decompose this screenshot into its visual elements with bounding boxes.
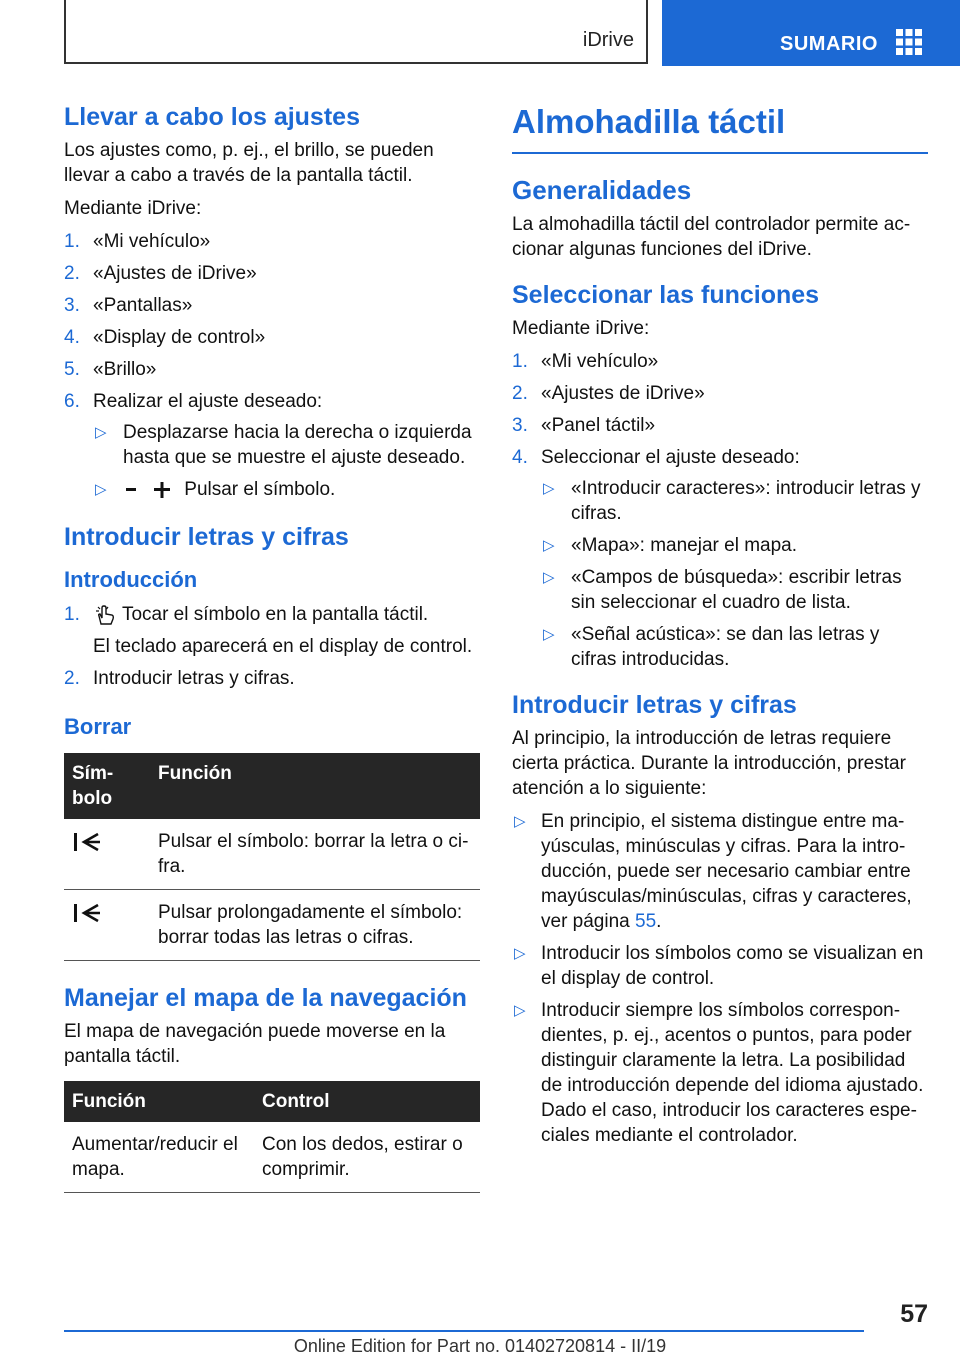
page-number: 57	[900, 1300, 928, 1328]
bullet-item: ▷ Pulsar el símbolo.	[95, 479, 336, 500]
general-heading: Generalidades	[512, 175, 692, 205]
settings-intro: Los ajustes como, p. ej., el brillo, se pueden llevar a cabo a través de la pantalla táctil.	[64, 140, 434, 186]
bullet-item: ▷ «Mapa»: manejar el mapa.	[543, 535, 798, 556]
list-item: 2. Introducir letras y cifras.	[64, 668, 295, 689]
table-cell	[64, 890, 150, 961]
table-cell: Pulsar el símbolo: borrar la letra o ci‐ fra.	[150, 819, 480, 890]
select-via: Mediante iDrive:	[512, 318, 650, 339]
bullet-item: ▷ Desplazarse hacia la derecha o izquierda hasta que se muestre el ajuste deseado.	[95, 422, 472, 468]
bullet-item: ▷ «Campos de búsqueda»: escribir letras sin seleccionar el cuadro de lista.	[543, 567, 902, 613]
grid-icon	[896, 29, 922, 55]
triangle-bullet-icon: ▷	[543, 626, 555, 643]
backspace-icon	[72, 830, 102, 854]
triangle-bullet-icon: ▷	[543, 569, 555, 586]
list-item: 5. «Brillo»	[64, 359, 157, 380]
bullet-item: ▷ Introducir siempre los símbolos correspon‐ dientes, p. ej., acentos o puntos, para poder distinguir claramente la letra. La posibilidad de introducción depende del idioma ajustado. Dado el caso, introducir los caracteres espe‐ ciales mediante el controlador.	[514, 1000, 924, 1146]
settings-bullets	[93, 420, 480, 502]
list-item: 2. «Ajustes de iDrive»	[512, 383, 705, 404]
right-letters-heading: Introducir letras y cifras	[512, 691, 797, 719]
triangle-bullet-icon: ▷	[95, 481, 107, 498]
table-cell: Pulsar prolongadamente el símbolo: borrar todas las letras o cifras.	[150, 890, 480, 961]
settings-via: Mediante iDrive:	[64, 198, 202, 219]
map-heading: Manejar el mapa de la navegación	[64, 984, 467, 1012]
touch-hand-icon	[93, 604, 117, 626]
list-item: 6. Realizar el ajuste deseado: ▷ Desplazarse hacia la derecha o izquierda hasta que se muestre el ajuste deseado. ▷ Pulsar el símbolo.	[64, 389, 480, 502]
footer-edition: Online Edition for Part no. 01402720814 - II/19	[293, 1336, 667, 1356]
list-item: 1. Tocar el símbolo en la pantalla táctil. El teclado aparecerá en el display de control.	[64, 602, 480, 659]
table-header: Función	[150, 753, 480, 819]
settings-steps	[64, 229, 480, 502]
bullet-item: ▷ «Señal acústica»: se dan las letras y cifras introducidas.	[543, 624, 880, 670]
triangle-bullet-icon: ▷	[514, 1002, 526, 1019]
table-row	[64, 819, 480, 890]
list-item: 2. «Ajustes de iDrive»	[64, 263, 257, 284]
list-item: 1. «Mi vehículo»	[512, 351, 659, 372]
select-heading: Seleccionar las funciones	[512, 281, 820, 309]
left-column	[64, 96, 480, 1197]
table-cell	[64, 819, 150, 890]
table-header: Control	[254, 1081, 480, 1122]
toc-label: SUMARIO	[780, 33, 878, 55]
page-link[interactable]: 55	[635, 911, 657, 932]
delete-table	[64, 753, 480, 961]
table-cell: Con los dedos, estirar o comprimir.	[254, 1122, 480, 1193]
delete-subheading: Borrar	[64, 714, 132, 739]
table-row	[64, 1122, 480, 1193]
list-item: 4. «Display de control»	[64, 327, 266, 348]
triangle-bullet-icon: ▷	[95, 424, 107, 441]
backspace-icon	[72, 901, 102, 925]
triangle-bullet-icon: ▷	[543, 480, 555, 497]
map-table	[64, 1081, 480, 1193]
toc-button[interactable]	[662, 0, 960, 66]
map-intro: El mapa de navegación puede moverse en la pantalla táctil.	[64, 1021, 446, 1067]
right-column	[512, 96, 928, 1155]
select-bullets	[541, 476, 928, 672]
table-header: Sím‐ bolo	[64, 753, 150, 819]
list-item: 4. Seleccionar el ajuste deseado: ▷ «Introducir caracteres»: introducir letras y cifras. ▷ «Mapa»: manejar el mapa. ▷ «Campos de búsqueda»: escribir letras sin seleccionar el cuadro de lista. ▷ «Señal acústica»: se dan las letras y cifras introducidas.	[512, 445, 928, 672]
list-item: 3. «Panel táctil»	[512, 415, 656, 436]
header-section-box	[64, 0, 648, 64]
bullet-item: ▷ En principio, el sistema distingue entre ma‐ yúsculas, minúsculas y cifras. Para la intro‐ ducción, puede ser necesario cambiar entre mayúsculas/minúsculas, cifras y caracteres, ver página 55.	[514, 811, 912, 932]
header-section-title: iDrive	[582, 29, 634, 51]
triangle-bullet-icon: ▷	[514, 945, 526, 962]
select-steps	[512, 349, 928, 672]
general-text: La almohadilla táctil del controlador permite ac‐ cionar algunas funciones del iDrive.	[512, 214, 911, 260]
list-item: 3. «Pantallas»	[64, 295, 193, 316]
table-cell: Aumentar/reducir el mapa.	[64, 1122, 254, 1193]
triangle-bullet-icon: ▷	[514, 813, 526, 830]
bullet-item: ▷ Introducir los símbolos como se visualizan en el display de control.	[514, 943, 924, 989]
triangle-bullet-icon: ▷	[543, 537, 555, 554]
letters-heading: Introducir letras y cifras	[64, 523, 349, 551]
step-note: El teclado aparecerá en el display de control.	[93, 636, 473, 657]
bullet-item: ▷ «Introducir caracteres»: introducir letras y cifras.	[543, 478, 921, 524]
table-row	[64, 890, 480, 961]
list-item: 1. «Mi vehículo»	[64, 231, 211, 252]
letters-bullets	[512, 809, 928, 1148]
minus-plus-icon	[123, 480, 179, 500]
table-header: Función	[64, 1081, 254, 1122]
footer-divider	[64, 1330, 864, 1332]
settings-heading: Llevar a cabo los ajustes	[64, 103, 360, 131]
intro-subheading: Introducción	[64, 567, 198, 592]
touchpad-heading: Almohadilla táctil	[512, 102, 928, 154]
letters-steps	[64, 602, 480, 691]
letters-intro: Al principio, la introducción de letras requiere cierta práctica. Durante la introducción, prestar atención a lo siguiente:	[512, 728, 906, 799]
